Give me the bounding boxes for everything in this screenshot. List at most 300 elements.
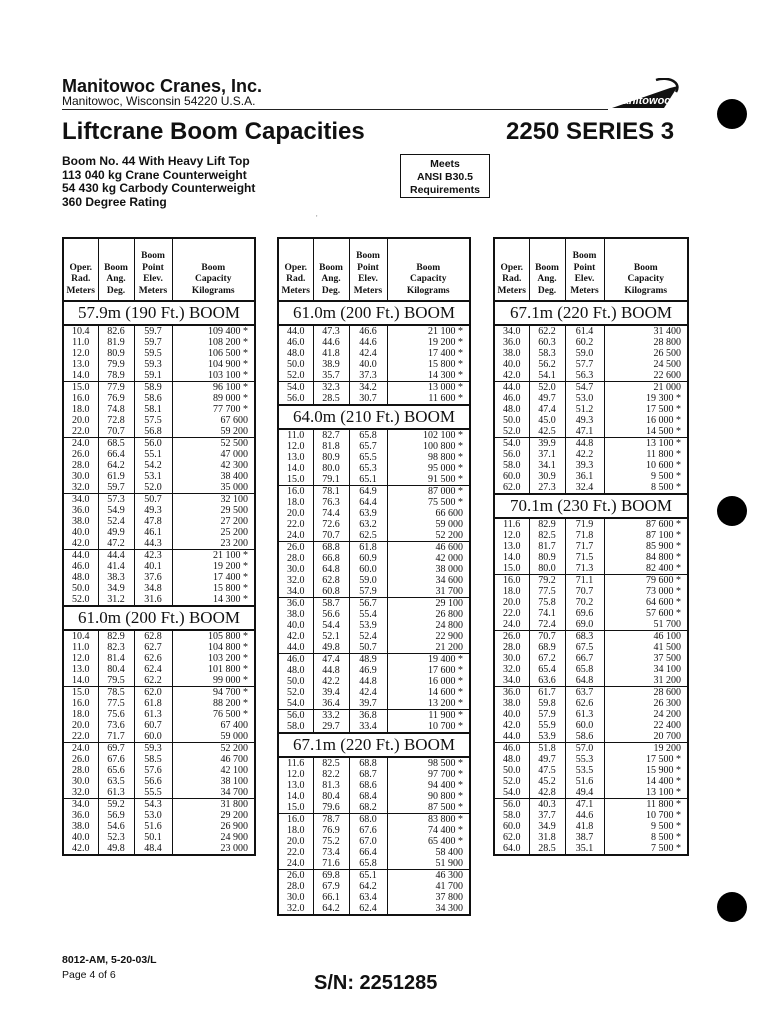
- angle-cell: 47.5: [529, 765, 565, 776]
- table-row: [63, 765, 255, 776]
- capacity-cell: 19 400 *: [387, 654, 470, 666]
- angle-cell: 82.3: [98, 642, 134, 653]
- table-row: [278, 441, 470, 452]
- capacity-cell: 21 100 *: [172, 550, 255, 562]
- capacity-cell: 26 500: [604, 348, 688, 359]
- header-line: Boom: [416, 262, 441, 273]
- table-row: [494, 754, 688, 765]
- elevation-cell: 61.4: [565, 325, 604, 337]
- angle-cell: 61.3: [98, 787, 134, 799]
- table-row: [278, 586, 470, 598]
- capacity-cell: 14 300 *: [387, 370, 470, 382]
- radius-cell: 48.0: [278, 348, 313, 359]
- radius-cell: 54.0: [494, 438, 529, 450]
- angle-cell: 78.9: [98, 370, 134, 382]
- header-line: Rad.: [286, 274, 306, 284]
- elevation-cell: 44.3: [134, 538, 172, 550]
- table-row: [63, 572, 255, 583]
- angle-cell: 56.2: [529, 359, 565, 370]
- radius-cell: 48.0: [63, 572, 98, 583]
- elevation-cell: 33.4: [349, 721, 387, 733]
- header-line: Boom: [319, 262, 343, 273]
- capacity-cell: 83 800 *: [387, 814, 470, 826]
- capacity-cell: 73 000 *: [604, 586, 688, 597]
- radius-cell: 38.0: [494, 348, 529, 359]
- capacity-table-left: [62, 237, 256, 856]
- radius-cell: 22.0: [278, 847, 313, 858]
- angle-cell: 63.5: [98, 776, 134, 787]
- angle-cell: 47.3: [313, 325, 349, 337]
- capacity-cell: 23 200: [172, 538, 255, 550]
- table-row: [494, 743, 688, 755]
- capacity-cell: 35 000: [172, 482, 255, 494]
- boom-length-row: [494, 494, 688, 518]
- capacity-cell: 13 100 *: [604, 787, 688, 799]
- angle-cell: 79.9: [98, 359, 134, 370]
- elevation-cell: 71.1: [565, 575, 604, 587]
- capacity-cell: 8 500 *: [604, 832, 688, 843]
- elevation-cell: 48.9: [349, 654, 387, 666]
- elevation-cell: 36.1: [565, 471, 604, 482]
- radius-cell: 36.0: [278, 598, 313, 610]
- angle-cell: 66.1: [313, 892, 349, 903]
- capacity-cell: 11 800 *: [604, 799, 688, 811]
- elevation-cell: 57.6: [134, 765, 172, 776]
- table-row: [63, 516, 255, 527]
- radius-cell: 62.0: [494, 832, 529, 843]
- elevation-cell: 62.6: [134, 653, 172, 664]
- table-row: [63, 460, 255, 471]
- elevation-cell: 64.4: [349, 497, 387, 508]
- table-row: [63, 787, 255, 799]
- angle-cell: 37.7: [529, 810, 565, 821]
- radius-cell: 11.0: [63, 642, 98, 653]
- angle-cell: 49.8: [98, 843, 134, 855]
- elevation-cell: 70.2: [565, 597, 604, 608]
- angle-cell: 42.5: [529, 426, 565, 438]
- capacity-cell: 8 500 *: [604, 482, 688, 494]
- elevation-cell: 68.3: [565, 631, 604, 643]
- angle-cell: 78.1: [313, 486, 349, 498]
- header-line: Meters: [497, 285, 526, 296]
- angle-cell: 67.2: [529, 653, 565, 664]
- boom-length-row: [494, 301, 688, 325]
- angle-cell: 29.7: [313, 721, 349, 733]
- spec-line-rating: 360 Degree Rating: [62, 194, 167, 209]
- capacity-cell: 82 400 *: [604, 563, 688, 575]
- elevation-cell: 71.7: [565, 541, 604, 552]
- elevation-cell: 34.2: [349, 382, 387, 394]
- table-row: [278, 463, 470, 474]
- elevation-cell: 62.8: [134, 630, 172, 642]
- table-row: [63, 337, 255, 348]
- table-row: [494, 460, 688, 471]
- table-row: [63, 538, 255, 550]
- capacity-cell: 89 000 *: [172, 393, 255, 404]
- binder-hole-middle: [717, 496, 747, 526]
- capacity-cell: 58 400: [387, 847, 470, 858]
- elevation-cell: 60.0: [134, 731, 172, 743]
- elevation-cell: 53.0: [565, 393, 604, 404]
- radius-cell: 20.0: [278, 508, 313, 519]
- radius-cell: 58.0: [494, 810, 529, 821]
- header-line: Boom: [141, 251, 165, 261]
- table-row: [278, 903, 470, 915]
- radius-cell: 13.0: [63, 664, 98, 675]
- radius-cell: 10.4: [63, 325, 98, 337]
- table-row: [278, 508, 470, 519]
- table-row: [63, 731, 255, 743]
- table-row: [278, 881, 470, 892]
- angle-cell: 82.6: [98, 325, 134, 337]
- table-row: [63, 720, 255, 731]
- angle-cell: 80.0: [529, 563, 565, 575]
- elevation-cell: 61.3: [565, 709, 604, 720]
- elevation-cell: 50.7: [134, 494, 172, 506]
- table-row: [494, 776, 688, 787]
- table-row: [494, 348, 688, 359]
- capacity-table-right: [493, 237, 689, 856]
- table-row: [494, 359, 688, 370]
- radius-cell: 42.0: [494, 720, 529, 731]
- capacity-cell: 99 000 *: [172, 675, 255, 687]
- capacity-cell: 87 500 *: [387, 802, 470, 814]
- boom-length-label: 61.0m (200 Ft.) BOOM: [278, 301, 470, 325]
- elevation-cell: 71.5: [565, 552, 604, 563]
- radius-cell: 28.0: [63, 765, 98, 776]
- table-row: [63, 359, 255, 370]
- radius-cell: 16.0: [63, 698, 98, 709]
- table-row: [63, 776, 255, 787]
- angle-cell: 79.5: [98, 675, 134, 687]
- table-row: [278, 325, 470, 337]
- capacity-cell: 31 200: [604, 675, 688, 687]
- table-row: [494, 664, 688, 675]
- angle-cell: 52.4: [98, 516, 134, 527]
- elevation-cell: 61.8: [134, 698, 172, 709]
- radius-cell: 52.0: [494, 426, 529, 438]
- radius-cell: 34.0: [63, 799, 98, 811]
- angle-cell: 31.8: [529, 832, 565, 843]
- table-row: [278, 452, 470, 463]
- table-row: [278, 429, 470, 441]
- table-row: [63, 664, 255, 675]
- table-row: [494, 370, 688, 382]
- radius-cell: 50.0: [63, 583, 98, 594]
- elevation-cell: 42.2: [565, 449, 604, 460]
- capacity-cell: 29 100: [387, 598, 470, 610]
- table-row: [278, 497, 470, 508]
- capacity-cell: 46 300: [387, 870, 470, 882]
- angle-cell: 77.9: [98, 382, 134, 394]
- elevation-cell: 42.4: [349, 687, 387, 698]
- capacity-cell: 9 500 *: [604, 821, 688, 832]
- angle-cell: 52.0: [529, 382, 565, 394]
- capacity-cell: 76 500 *: [172, 709, 255, 720]
- binder-hole-top: [717, 99, 747, 129]
- table-row: [278, 836, 470, 847]
- radius-cell: 24.0: [63, 438, 98, 450]
- radius-cell: 15.0: [494, 563, 529, 575]
- radius-cell: 16.0: [494, 575, 529, 587]
- header-line: Ang.: [321, 274, 341, 284]
- capacity-cell: 59 000: [172, 731, 255, 743]
- capacity-cell: 103 100 *: [172, 370, 255, 382]
- capacity-cell: 109 400 *: [172, 325, 255, 337]
- angle-cell: 54.9: [98, 505, 134, 516]
- elevation-cell: 56.7: [349, 598, 387, 610]
- capacity-cell: 84 800 *: [604, 552, 688, 563]
- capacity-cell: 34 100: [604, 664, 688, 675]
- angle-cell: 54.1: [529, 370, 565, 382]
- angle-cell: 44.4: [98, 550, 134, 562]
- header-line: Boom: [201, 262, 226, 273]
- radius-cell: 56.0: [494, 799, 529, 811]
- table-row: [278, 474, 470, 486]
- angle-cell: 39.4: [313, 687, 349, 698]
- radius-cell: 22.0: [63, 426, 98, 438]
- table-row: [278, 359, 470, 370]
- capacity-cell: 19 200 *: [387, 337, 470, 348]
- table-row: [63, 653, 255, 664]
- angle-cell: 31.2: [98, 594, 134, 606]
- elevation-cell: 55.3: [565, 754, 604, 765]
- capacity-cell: 79 600 *: [604, 575, 688, 587]
- table-row: [494, 325, 688, 337]
- table-row: [63, 821, 255, 832]
- header-line: Point: [142, 262, 164, 273]
- angle-cell: 36.4: [313, 698, 349, 710]
- table-row: [278, 825, 470, 836]
- radius-cell: 44.0: [278, 642, 313, 654]
- angle-cell: 64.2: [313, 903, 349, 915]
- capacity-cell: 46 100: [604, 631, 688, 643]
- table-row: [494, 608, 688, 619]
- radius-cell: 34.0: [494, 675, 529, 687]
- radius-cell: 22.0: [278, 519, 313, 530]
- elevation-cell: 62.4: [349, 903, 387, 915]
- elevation-cell: 58.6: [565, 731, 604, 743]
- angle-cell: 57.3: [98, 494, 134, 506]
- capacity-cell: 67 600: [172, 415, 255, 426]
- table-row: [278, 665, 470, 676]
- capacity-cell: 101 800 *: [172, 664, 255, 675]
- radius-cell: 34.0: [278, 586, 313, 598]
- capacity-cell: 38 000: [387, 564, 470, 575]
- radius-cell: 46.0: [278, 654, 313, 666]
- elevation-cell: 56.8: [134, 426, 172, 438]
- radius-cell: 46.0: [494, 743, 529, 755]
- angle-cell: 82.9: [529, 518, 565, 530]
- boom-length-label: 67.1m (220 Ft.) BOOM: [494, 301, 688, 325]
- angle-cell: 49.8: [313, 642, 349, 654]
- table-row: [63, 527, 255, 538]
- elevation-cell: 59.0: [349, 575, 387, 586]
- capacity-cell: 31 400: [604, 325, 688, 337]
- elevation-cell: 65.3: [349, 463, 387, 474]
- angle-cell: 82.9: [98, 630, 134, 642]
- radius-cell: 20.0: [494, 597, 529, 608]
- angle-cell: 39.9: [529, 438, 565, 450]
- capacity-cell: 52 200: [387, 530, 470, 542]
- angle-cell: 79.2: [529, 575, 565, 587]
- radius-cell: 32.0: [63, 787, 98, 799]
- table-row: [494, 619, 688, 631]
- capacity-cell: 19 200: [604, 743, 688, 755]
- table-row: [494, 382, 688, 394]
- capacity-cell: 32 100: [172, 494, 255, 506]
- capacity-cell: 74 400 *: [387, 825, 470, 836]
- radius-cell: 46.0: [278, 337, 313, 348]
- angle-cell: 52.1: [313, 631, 349, 642]
- header-line: Meters: [138, 285, 168, 296]
- radius-cell: 18.0: [63, 709, 98, 720]
- capacity-cell: 38 100: [172, 776, 255, 787]
- table-row: [278, 721, 470, 733]
- table-row: [494, 426, 688, 438]
- capacity-cell: 7 500 *: [604, 843, 688, 855]
- table-row: [63, 698, 255, 709]
- boom-length-row: [278, 733, 470, 757]
- angle-cell: 75.6: [98, 709, 134, 720]
- header-line: Boom: [535, 262, 559, 273]
- radius-cell: 13.0: [63, 359, 98, 370]
- radius-cell: 48.0: [278, 665, 313, 676]
- table-row: [494, 642, 688, 653]
- elevation-cell: 65.5: [349, 452, 387, 463]
- angle-cell: 70.7: [98, 426, 134, 438]
- header-line: Point: [357, 262, 379, 273]
- table-row: [278, 620, 470, 631]
- elevation-cell: 59.1: [134, 370, 172, 382]
- angle-cell: 73.4: [313, 847, 349, 858]
- capacity-cell: 75 500 *: [387, 497, 470, 508]
- capacity-cell: 52 500: [172, 438, 255, 450]
- radius-cell: 18.0: [494, 586, 529, 597]
- table-row: [278, 847, 470, 858]
- angle-cell: 60.3: [529, 337, 565, 348]
- radius-cell: 54.0: [278, 382, 313, 394]
- capacity-cell: 46 600: [387, 542, 470, 554]
- table-row: [278, 609, 470, 620]
- radius-cell: 16.0: [63, 393, 98, 404]
- elevation-cell: 32.4: [565, 482, 604, 494]
- angle-cell: 78.5: [98, 687, 134, 699]
- elevation-cell: 66.7: [565, 653, 604, 664]
- radius-cell: 50.0: [494, 415, 529, 426]
- header-line: Meters: [66, 285, 95, 296]
- capacity-cell: 91 500 *: [387, 474, 470, 486]
- elevation-cell: 46.1: [134, 527, 172, 538]
- radius-cell: 14.0: [63, 675, 98, 687]
- angle-cell: 82.2: [313, 769, 349, 780]
- elevation-cell: 53.0: [134, 810, 172, 821]
- elevation-cell: 67.0: [349, 836, 387, 847]
- capacity-cell: 15 900 *: [604, 765, 688, 776]
- angle-cell: 68.9: [529, 642, 565, 653]
- angle-cell: 67.9: [313, 881, 349, 892]
- capacity-cell: 13 000 *: [387, 382, 470, 394]
- capacity-cell: 103 200 *: [172, 653, 255, 664]
- elevation-cell: 49.3: [134, 505, 172, 516]
- angle-cell: 80.9: [529, 552, 565, 563]
- angle-cell: 76.3: [313, 497, 349, 508]
- angle-cell: 62.8: [313, 575, 349, 586]
- radius-cell: 13.0: [494, 541, 529, 552]
- angle-cell: 45.0: [529, 415, 565, 426]
- radius-cell: 48.0: [494, 754, 529, 765]
- elevation-cell: 47.1: [565, 426, 604, 438]
- elevation-cell: 62.2: [134, 675, 172, 687]
- table-row: [494, 810, 688, 821]
- capacity-cell: 26 900: [172, 821, 255, 832]
- scan-mark: ': [316, 214, 318, 223]
- radius-cell: 26.0: [278, 870, 313, 882]
- angle-cell: 81.8: [313, 441, 349, 452]
- elevation-cell: 46.6: [349, 325, 387, 337]
- spec-line-crane-counterweight: 113 040 kg Crane Counterweight: [62, 167, 247, 182]
- elevation-cell: 31.6: [134, 594, 172, 606]
- capacity-cell: 57 600 *: [604, 608, 688, 619]
- capacity-cell: 42 100: [172, 765, 255, 776]
- table-row: [494, 687, 688, 699]
- header-line: Rad.: [71, 274, 91, 284]
- radius-cell: 20.0: [278, 836, 313, 847]
- elevation-cell: 65.8: [349, 429, 387, 441]
- header-angle: [98, 238, 134, 301]
- table-row: [63, 743, 255, 755]
- radius-cell: 46.0: [63, 561, 98, 572]
- capacity-cell: 10 700 *: [604, 810, 688, 821]
- header-line: Ang.: [537, 274, 557, 284]
- table-row: [278, 598, 470, 610]
- table-row: [63, 687, 255, 699]
- radius-cell: 13.0: [278, 780, 313, 791]
- elevation-cell: 49.3: [565, 415, 604, 426]
- angle-cell: 64.8: [313, 564, 349, 575]
- capacity-cell: 14 400 *: [604, 776, 688, 787]
- elevation-cell: 59.0: [565, 348, 604, 359]
- page-title: Liftcrane Boom Capacities: [62, 118, 365, 145]
- elevation-cell: 67.5: [565, 642, 604, 653]
- capacity-cell: 20 700: [604, 731, 688, 743]
- capacity-cell: 28 600: [604, 687, 688, 699]
- header-line: Kilograms: [624, 285, 668, 296]
- boom-length-label: 64.0m (210 Ft.) BOOM: [278, 405, 470, 429]
- table-row: [63, 561, 255, 572]
- capacity-cell: 21 200: [387, 642, 470, 654]
- radius-cell: 30.0: [494, 653, 529, 664]
- elevation-cell: 54.2: [134, 460, 172, 471]
- boom-length-row: [63, 606, 255, 630]
- table-row: [63, 754, 255, 765]
- angle-cell: 66.4: [98, 449, 134, 460]
- header-elevation: [349, 238, 387, 301]
- capacity-cell: 24 800: [387, 620, 470, 631]
- radius-cell: 26.0: [63, 754, 98, 765]
- elevation-cell: 41.8: [565, 821, 604, 832]
- angle-cell: 38.9: [313, 359, 349, 370]
- radius-cell: 15.0: [278, 802, 313, 814]
- logo-text: Manitowoc: [613, 95, 671, 107]
- radius-cell: 58.0: [278, 721, 313, 733]
- angle-cell: 42.2: [313, 676, 349, 687]
- table-row: [494, 731, 688, 743]
- radius-cell: 28.0: [63, 460, 98, 471]
- header-line: Capacity: [195, 274, 232, 284]
- angle-cell: 53.9: [529, 731, 565, 743]
- radius-cell: 14.0: [278, 791, 313, 802]
